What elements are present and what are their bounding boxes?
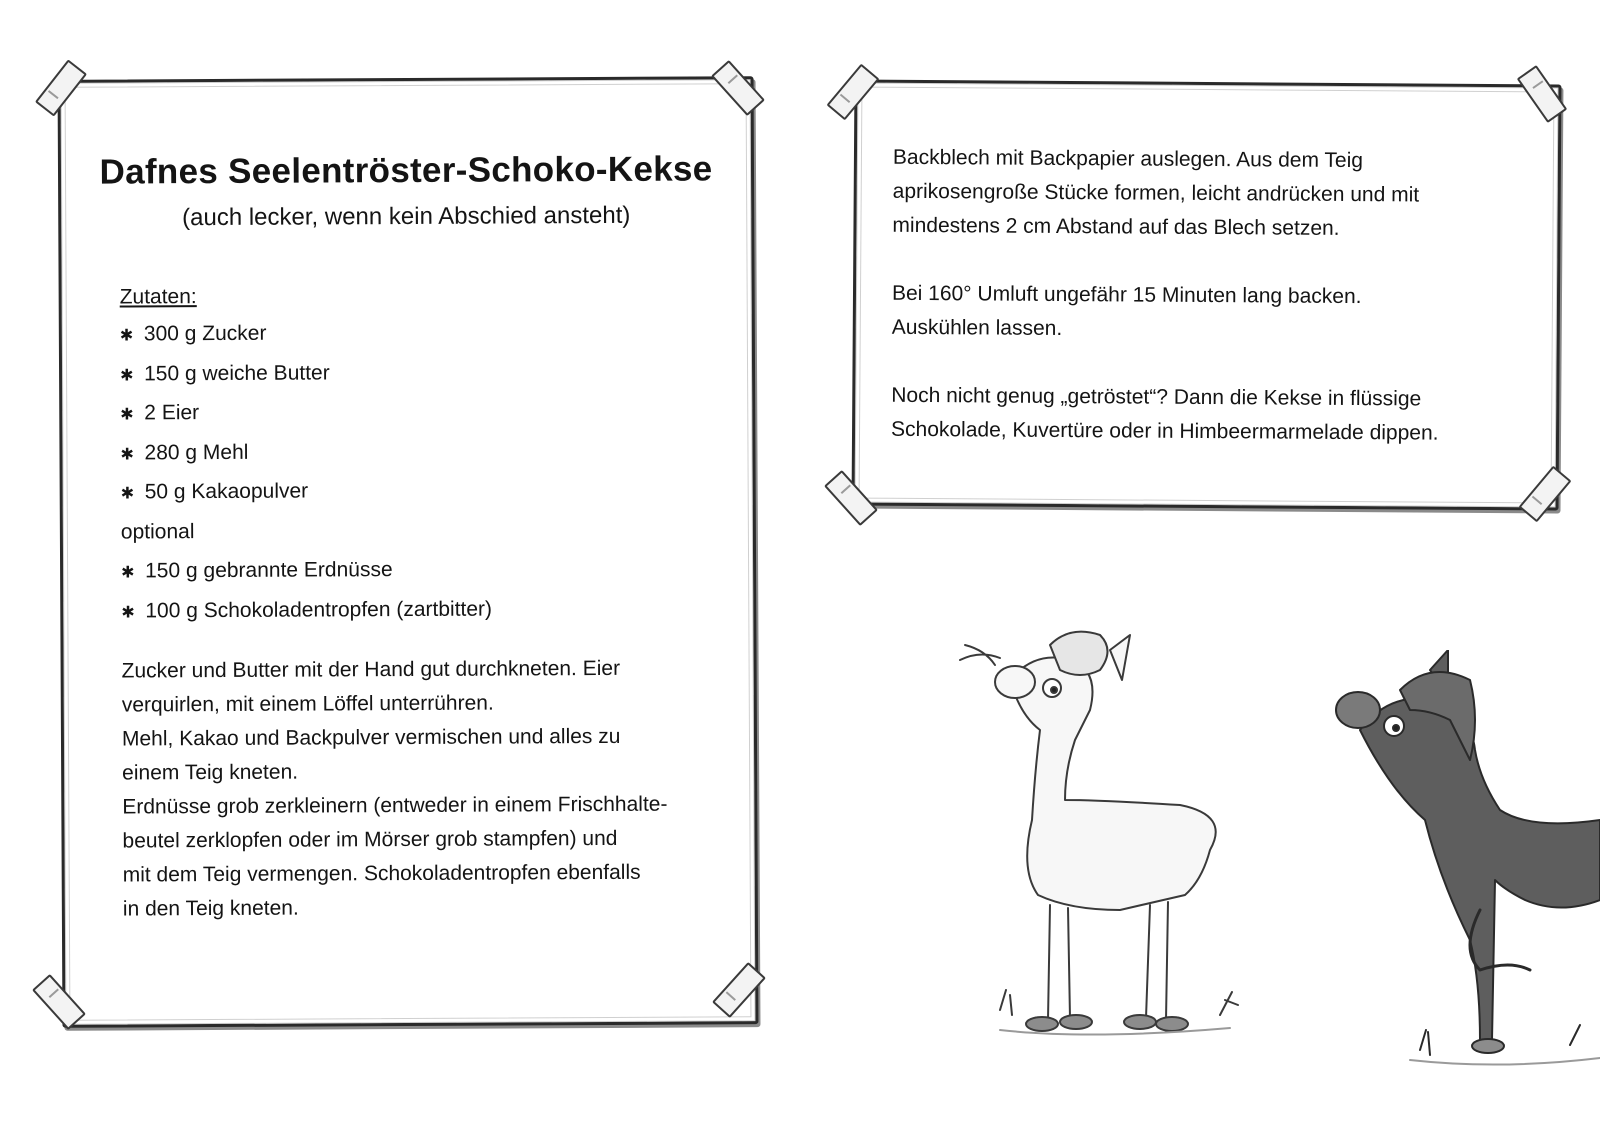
instruction-line: Noch nicht genug „getröstet“? Dann die Kekse in flüssige	[891, 383, 1422, 411]
bullet-icon: ✱	[121, 564, 135, 582]
ingredient-item	[121, 550, 492, 591]
ingredient-item	[120, 431, 491, 472]
instruction-line: Zucker und Butter mit der Hand gut durchkneten. Eier	[121, 656, 621, 683]
instructions-continued	[891, 141, 1441, 485]
instruction-line: Mehl, Kakao und Backpulver vermischen und alles zu	[121, 724, 621, 751]
instruction-line: mindestens 2 cm Abstand auf das Blech setzen.	[892, 213, 1340, 240]
instructions	[122, 652, 669, 927]
ingredient-list	[120, 313, 492, 512]
instruction-line: Bei 160° Umluft ungefähr 15 Minuten lang backen.	[891, 281, 1362, 309]
light-alpaca-illustration	[940, 620, 1240, 1060]
instruction-line: mit dem Teig vermengen. Schokoladentropfen ebenfalls	[122, 860, 641, 887]
dark-alpaca-illustration	[1330, 650, 1600, 1090]
instruction-paragraph	[892, 277, 1440, 349]
ingredient-text: 100 g Schokoladentropfen (zartbitter)	[145, 597, 493, 622]
ingredient-text: 280 g Mehl	[144, 440, 249, 464]
ingredient-item	[120, 392, 491, 433]
instruction-line: einem Teig kneten.	[122, 760, 299, 785]
ingredient-text: 300 g Zucker	[143, 321, 267, 346]
optional-ingredient-list	[121, 550, 492, 631]
ingredient-text: 2 Eier	[144, 401, 200, 425]
ingredients-heading: Zutaten:	[119, 285, 197, 309]
bullet-icon: ✱	[120, 445, 134, 464]
instruction-line: Auskühlen lassen.	[891, 315, 1063, 340]
bullet-icon: ✱	[120, 485, 135, 503]
ingredients-section	[120, 279, 493, 631]
recipe-title: Dafnes Seelentröster-Schoko-Kekse	[99, 149, 713, 192]
instruction-paragraph	[892, 141, 1440, 247]
instruction-paragraph	[891, 379, 1439, 451]
recipe-subtitle: (auch lecker, wenn kein Abschied ansteht)	[182, 201, 631, 232]
bullet-icon: ✱	[120, 406, 134, 424]
ingredient-text: 50 g Kakaopulver	[144, 479, 309, 504]
ingredient-item	[121, 471, 492, 512]
ingredient-item	[120, 352, 491, 393]
recipe-card-left	[58, 76, 759, 1028]
recipe-card-right	[852, 80, 1562, 511]
instruction-line: Backblech mit Backpapier auslegen. Aus dem Teig	[892, 145, 1364, 173]
optional-label: optional	[120, 519, 195, 544]
ingredient-text: 150 g weiche Butter	[144, 360, 330, 385]
instruction-line: in den Teig kneten.	[122, 896, 299, 921]
bullet-icon: ✱	[120, 366, 134, 385]
ingredient-item	[120, 313, 491, 354]
bullet-icon: ✱	[121, 603, 135, 622]
ingredient-item	[121, 589, 492, 630]
bullet-icon: ✱	[119, 327, 134, 345]
instruction-line: Schokolade, Kuvertüre oder in Himbeermarmelade dippen.	[890, 417, 1439, 445]
instruction-line: Erdnüsse grob zerkleinern (entweder in einem Frischhalte-	[122, 792, 668, 819]
instruction-line: beutel zerklopfen oder im Mörser grob stampfen) und	[122, 826, 618, 853]
ingredient-text: 150 g gebrannte Erdnüsse	[145, 558, 393, 583]
instruction-line: verquirlen, mit einem Löffel unterrühren.	[121, 691, 494, 717]
instruction-line: aprikosengroße Stücke formen, leicht andrücken und mit	[892, 179, 1420, 207]
